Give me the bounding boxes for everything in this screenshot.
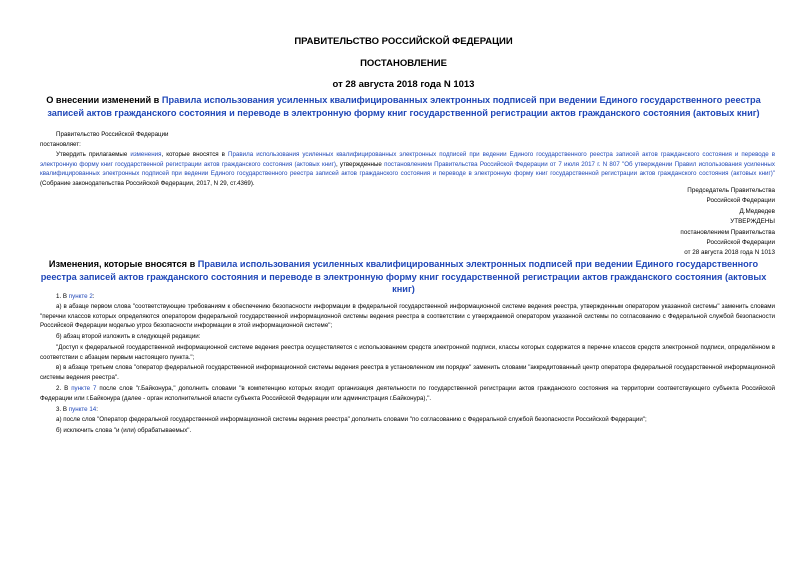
approval-resolution: постановлением Правительства bbox=[680, 228, 775, 236]
changes-title-link[interactable]: Правила использования усиленных квалифицированных электронных подписей при ведении Единого государственного реестра записей актов гражданского состояния и переводе в электронную форму книг государственной регистрации актов гражданского состояния (актовых книг) bbox=[40, 259, 767, 294]
approval-country: Российской Федерации bbox=[706, 239, 775, 247]
item-1 bbox=[40, 292, 775, 302]
approval-date: от 28 августа 2018 года N 1013 bbox=[684, 249, 775, 257]
preamble-government: Правительство Российской Федерации bbox=[56, 131, 169, 138]
item-3-link[interactable]: пункте 14 bbox=[68, 406, 97, 413]
item-1-prefix: 1. В bbox=[56, 293, 68, 300]
preamble-paragraph bbox=[40, 150, 775, 188]
decree-title-prefix: О внесении изменений в bbox=[46, 95, 160, 105]
signature-country: Российской Федерации bbox=[706, 197, 775, 205]
item-2 bbox=[40, 384, 775, 403]
preamble-text-c: , утвержденные bbox=[335, 160, 382, 168]
signature-position: Председатель Правительства bbox=[687, 187, 775, 194]
item-1-quote: "Доступ к федеральной государственной информационной системе ведения реестра осуществляется с использованием средств электронной подписи, классы которых содержатся в перечне классов средств электронной подписи, определённом в соответствии с абзацем первым настоящего пункта."; bbox=[40, 344, 775, 361]
government-heading: ПРАВИТЕЛЬСТВО РОССИЙСКОЙ ФЕДЕРАЦИИ bbox=[294, 36, 513, 47]
item-1-v: в) в абзаце третьем слова "оператор федеральной государственной информационной системы ведения реестра в установленном им порядке" заменить словами "аккредитованный центр оператора федеральной государственной информационной системы ведения реестра". bbox=[40, 364, 775, 381]
item-1-b: б) абзац второй изложить в следующей редакции: bbox=[56, 333, 201, 340]
doc-type-heading: ПОСТАНОВЛЕНИЕ bbox=[360, 58, 447, 69]
decree-title-link[interactable]: Правила использования усиленных квалифицированных электронных подписей при ведении Единого государственного реестра записей актов гражданского состояния и переводе в электронную форму книг государственной регистрации актов гражданского состояния (актовых книг) bbox=[47, 95, 761, 118]
approval-approved: УТВЕРЖДЕНЫ bbox=[730, 218, 775, 226]
item-2-link[interactable]: пункте 7 bbox=[71, 385, 97, 392]
item-2-text: после слов "г.Байконура," дополнить словами "в компетенцию которых входит организация деятельности по государственной регистрации актов гражданского состояния на территории соответствующего субъекта Российской Федерации или г.Байконура (далее - орган исполнительной власти субъекта Российской Федерации или администрация г.Байконура),". bbox=[40, 385, 775, 402]
signature-name: Д.Медведев bbox=[739, 207, 775, 215]
item-1-suffix: : bbox=[92, 293, 95, 300]
resolution-807-link[interactable]: постановлением Правительства Российской Федерации от 7 июля 2017 г. N 807 "Об утверждении Правил использования усиленных квалифицированных электронных подписей при ведении Единого государственного реестра записей актов гражданского состояния и переводе в электронную форму книг государственной регистрации актов гражданского состояния (актовых книг)" bbox=[40, 160, 775, 178]
preamble-text-b: , которые вносятся в bbox=[161, 151, 225, 158]
preamble-line-2: постановляет: bbox=[40, 141, 81, 148]
item-2-prefix: 2. В bbox=[56, 385, 69, 392]
item-3-prefix: 3. В bbox=[56, 406, 68, 413]
preamble-line-1 bbox=[40, 130, 775, 140]
date-number-heading: от 28 августа 2018 года N 1013 bbox=[332, 79, 475, 90]
signature-block bbox=[475, 186, 775, 259]
item-3 bbox=[40, 405, 775, 415]
rules-link[interactable]: Правила использования усиленных квалифицированных электронных подписей при ведении Единого государственного реестра записей актов гражданского состояния и переводе в электронную форму книг государственной регистрации актов гражданского состояния (актовых книг) bbox=[40, 151, 775, 168]
changes-link[interactable]: изменения bbox=[130, 151, 162, 158]
decree-title bbox=[32, 94, 775, 119]
item-3-a: а) после слов "Оператор федеральной государственной информационной системы ведения реестра" дополнить словами "по согласованию с Федеральной службой безопасности Российской Федерации"; bbox=[56, 416, 647, 423]
preamble-text-a: Утвердить прилагаемые bbox=[56, 151, 128, 158]
changes-title bbox=[32, 258, 775, 296]
preamble-text-d: (Собрание законодательства Российской Федерации, 2017, N 29, ст.4369). bbox=[40, 179, 255, 187]
item-3-b: б) исключить слова "и (или) обрабатываемых". bbox=[56, 427, 192, 434]
changes-title-prefix: Изменения, которые вносятся в bbox=[48, 259, 196, 269]
item-1-a: а) в абзаце первом слова "соответствующие требованиям к обеспечению безопасности информации в федеральной государственной информационной системе ведения реестра, утвержденным оператором указанной системы" заменить словами "перечни классов которых определяются оператором федеральной государственной информационной системы ведения реестра в соответствии с утверждаемой оператором указанной системы по согласованию с Федеральной службой безопасности Российской Федерации моделью угроз безопасности информации в этой информационной системе"; bbox=[40, 303, 775, 330]
item-1-link[interactable]: пункте 2 bbox=[68, 293, 93, 300]
item-3-suffix: : bbox=[96, 406, 98, 413]
